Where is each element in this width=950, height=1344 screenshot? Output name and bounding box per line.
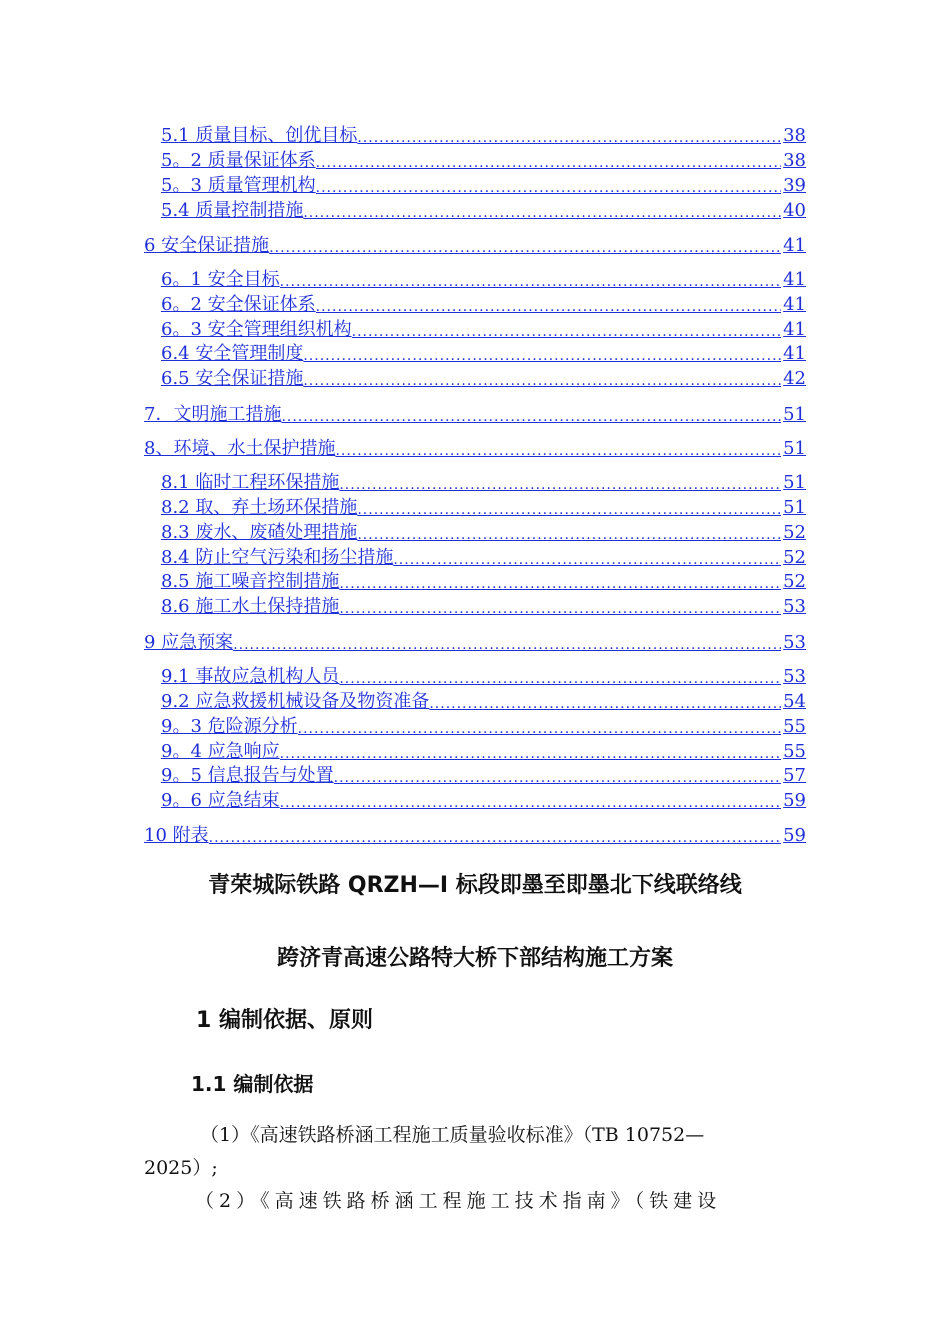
toc-leader-dots bbox=[303, 347, 781, 365]
toc-leader-dots bbox=[316, 298, 781, 316]
toc-entry[interactable] bbox=[144, 825, 806, 847]
toc-entry-page-number: 51 bbox=[783, 472, 806, 493]
toc-entry-title: 8、环境、水土保护措施 bbox=[144, 438, 336, 459]
toc-entry-page-number: 52 bbox=[783, 522, 806, 543]
toc-leader-dots bbox=[334, 769, 781, 787]
toc-leader-dots bbox=[316, 179, 781, 197]
toc-entry-title: 5.4 质量控制措施 bbox=[161, 200, 304, 221]
toc-leader-dots bbox=[280, 273, 781, 291]
toc-entry-title: 5。2 质量保证体系 bbox=[161, 150, 316, 171]
toc-entry[interactable] bbox=[161, 547, 806, 569]
toc-entry-page-number: 54 bbox=[783, 691, 806, 712]
toc-entry-title: 9 应急预案 bbox=[144, 632, 234, 653]
toc-entry[interactable] bbox=[161, 343, 806, 365]
toc-leader-dots bbox=[335, 442, 781, 460]
toc-entry-page-number: 51 bbox=[783, 497, 806, 518]
toc-leader-dots bbox=[281, 408, 781, 426]
toc-entry-title: 8.4 防止空气污染和扬尘措施 bbox=[161, 547, 394, 568]
toc-entry-title: 8.1 临时工程环保措施 bbox=[161, 472, 340, 493]
toc-entry[interactable] bbox=[161, 691, 806, 713]
toc-entry[interactable] bbox=[161, 666, 806, 688]
toc-entry[interactable] bbox=[161, 790, 806, 812]
section-heading-1: 1 编制依据、原则 bbox=[196, 1008, 373, 1033]
toc-entry-page-number: 57 bbox=[783, 765, 806, 786]
toc-entry[interactable] bbox=[161, 497, 806, 519]
toc-entry-title: 8.3 废水、废碴处理措施 bbox=[161, 522, 358, 543]
toc-entry[interactable] bbox=[161, 472, 806, 494]
toc-entry[interactable] bbox=[161, 741, 806, 763]
toc-entry-title: 9。6 应急结束 bbox=[161, 790, 280, 811]
document-title-line-1: 青荣城际铁路 QRZH—Ⅰ 标段即墨至即墨北下线联络线 bbox=[208, 873, 742, 898]
reference-item-2: （2）《高速铁路桥涵工程施工技术指南》（铁建设 bbox=[195, 1190, 722, 1212]
toc-entry-title: 6 安全保证措施 bbox=[144, 235, 270, 256]
toc-leader-dots bbox=[298, 720, 781, 738]
toc-leader-dots bbox=[280, 745, 781, 763]
toc-entry-page-number: 55 bbox=[783, 741, 806, 762]
toc-entry[interactable] bbox=[161, 716, 806, 738]
toc-entry-title: 6。2 安全保证体系 bbox=[161, 294, 316, 315]
toc-entry[interactable] bbox=[161, 765, 806, 787]
toc-entry-title: 6.4 安全管理制度 bbox=[161, 343, 304, 364]
toc-entry-page-number: 41 bbox=[783, 235, 806, 256]
toc-entry[interactable] bbox=[144, 404, 806, 426]
toc-entry-page-number: 52 bbox=[783, 571, 806, 592]
toc-leader-dots bbox=[339, 670, 781, 688]
toc-leader-dots bbox=[339, 575, 781, 593]
toc-entry-page-number: 41 bbox=[783, 294, 806, 315]
section-heading-1-1: 1.1 编制依据 bbox=[191, 1072, 314, 1096]
toc-entry-page-number: 41 bbox=[783, 343, 806, 364]
toc-entry[interactable] bbox=[161, 571, 806, 593]
toc-entry-page-number: 38 bbox=[783, 150, 806, 171]
toc-entry-page-number: 51 bbox=[783, 404, 806, 425]
toc-entry[interactable] bbox=[161, 294, 806, 316]
toc-entry[interactable] bbox=[144, 438, 806, 460]
toc-entry[interactable] bbox=[161, 522, 806, 544]
toc-entry-page-number: 55 bbox=[783, 716, 806, 737]
toc-leader-dots bbox=[303, 204, 781, 222]
toc-entry-title: 9。5 信息报告与处置 bbox=[161, 765, 334, 786]
toc-entry[interactable] bbox=[161, 125, 806, 147]
toc-leader-dots bbox=[357, 526, 781, 544]
toc-entry-page-number: 51 bbox=[783, 438, 806, 459]
toc-leader-dots bbox=[316, 154, 781, 172]
toc-entry[interactable] bbox=[161, 175, 806, 197]
toc-entry-title: 6。3 安全管理组织机构 bbox=[161, 319, 352, 340]
toc-entry-page-number: 52 bbox=[783, 547, 806, 568]
toc-entry-title: 9。3 危险源分析 bbox=[161, 716, 298, 737]
toc-entry[interactable] bbox=[161, 269, 806, 291]
reference-item-1-continued: 2025）; bbox=[144, 1157, 218, 1179]
toc-entry-title: 8.2 取、弃土场环保措施 bbox=[161, 497, 358, 518]
toc-leader-dots bbox=[357, 501, 781, 519]
toc-entry[interactable] bbox=[161, 150, 806, 172]
document-title-line-2: 跨济青高速公路特大桥下部结构施工方案 bbox=[276, 946, 673, 971]
toc-entry-title: 7．文明施工措施 bbox=[144, 404, 282, 425]
toc-leader-dots bbox=[269, 239, 781, 257]
toc-entry[interactable] bbox=[161, 200, 806, 222]
toc-leader-dots bbox=[303, 372, 781, 390]
toc-leader-dots bbox=[352, 323, 781, 341]
toc-leader-dots bbox=[233, 636, 781, 654]
toc-leader-dots bbox=[280, 794, 781, 812]
toc-entry-title: 9。4 应急响应 bbox=[161, 741, 280, 762]
toc-entry-title: 6.5 安全保证措施 bbox=[161, 368, 304, 389]
toc-entry[interactable] bbox=[161, 319, 806, 341]
toc-entry-page-number: 40 bbox=[783, 200, 806, 221]
toc-entry-page-number: 39 bbox=[783, 175, 806, 196]
toc-entry[interactable] bbox=[161, 368, 806, 390]
toc-leader-dots bbox=[209, 829, 781, 847]
toc-entry-page-number: 41 bbox=[783, 269, 806, 290]
toc-entry-page-number: 53 bbox=[783, 632, 806, 653]
toc-entry-title: 8.5 施工噪音控制措施 bbox=[161, 571, 340, 592]
toc-entry[interactable] bbox=[161, 596, 806, 618]
toc-entry-title: 9.1 事故应急机构人员 bbox=[161, 666, 340, 687]
toc-entry-page-number: 53 bbox=[783, 596, 806, 617]
toc-entry-title: 6。1 安全目标 bbox=[161, 269, 280, 290]
toc-leader-dots bbox=[429, 695, 781, 713]
toc-entry-title: 8.6 施工水土保持措施 bbox=[161, 596, 340, 617]
toc-leader-dots bbox=[339, 600, 781, 618]
toc-entry-title: 10 附表 bbox=[144, 825, 209, 846]
toc-entry-page-number: 42 bbox=[783, 368, 806, 389]
toc-entry-page-number: 38 bbox=[783, 125, 806, 146]
toc-leader-dots bbox=[393, 551, 781, 569]
toc-entry[interactable] bbox=[144, 235, 806, 257]
toc-entry[interactable] bbox=[144, 632, 806, 654]
toc-leader-dots bbox=[357, 129, 781, 147]
toc-entry-title: 5.1 质量目标、创优目标 bbox=[161, 125, 358, 146]
toc-entry-page-number: 59 bbox=[783, 825, 806, 846]
toc-entry-title: 9.2 应急救援机械设备及物资准备 bbox=[161, 691, 430, 712]
toc-entry-page-number: 41 bbox=[783, 319, 806, 340]
toc-entry-page-number: 59 bbox=[783, 790, 806, 811]
toc-entry-title: 5。3 质量管理机构 bbox=[161, 175, 316, 196]
toc-leader-dots bbox=[339, 476, 781, 494]
reference-item-1: （1）《高速铁路桥涵工程施工质量验收标准》（TB 10752— bbox=[200, 1124, 705, 1146]
toc-entry-page-number: 53 bbox=[783, 666, 806, 687]
